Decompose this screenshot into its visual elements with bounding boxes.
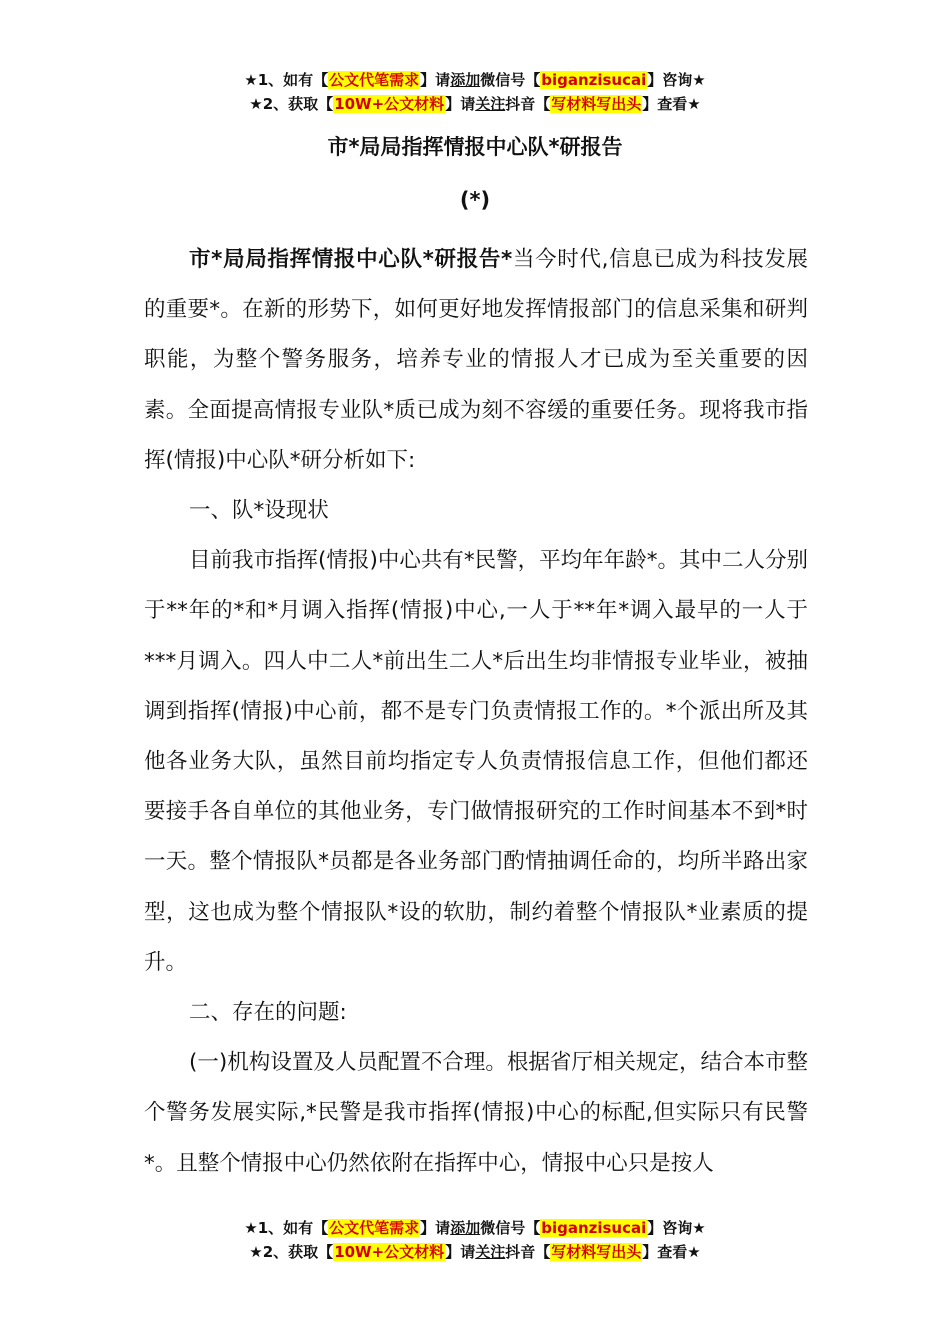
promo-line-1 <box>0 1216 950 1240</box>
promo-text: ★1、如有【 <box>244 1219 329 1237</box>
promo-highlight: 写材料写出头 <box>551 95 642 113</box>
promo-text: ★1、如有【 <box>244 71 329 89</box>
promo-underlined: 添加 <box>450 1219 481 1237</box>
intro-text: 当今时代,信息已成为科技发展的重要*。在新的形势下，如何更好地发挥情报部门的信息采集和研判职能，为整个警务服务，培养专业的情报人才已成为至关重要的因素。全面提高情报专业队*质已成为刻不容缓的重要任务。现将我市指挥(情报)中心队*研分析如下: <box>144 247 808 473</box>
document-subtitle: (*) <box>459 188 491 212</box>
section-heading-1: 一、队*设现状 <box>189 498 329 524</box>
section-heading-2: 二、存在的问题: <box>189 1000 347 1026</box>
promo-text: 】请 <box>420 1219 451 1237</box>
promo-highlight: 10W+公文材料 <box>334 1243 445 1261</box>
promo-banner-top <box>0 68 950 116</box>
promo-underlined: 关注 <box>475 1243 506 1261</box>
promo-highlight: 写材料写出头 <box>551 1243 642 1261</box>
promo-text: 】请 <box>445 95 476 113</box>
promo-underlined: 关注 <box>475 95 506 113</box>
promo-text: 】咨询★ <box>647 1219 706 1237</box>
promo-text: 】咨询★ <box>647 71 706 89</box>
intro-paragraph <box>144 235 808 486</box>
intro-bold-lead: 市*局局指挥情报中心队*研报告* <box>189 247 513 272</box>
promo-highlight: biganzisucai <box>541 71 647 89</box>
promo-text: 抖音【 <box>505 1243 551 1261</box>
promo-text: 】请 <box>445 1243 476 1261</box>
promo-underlined: 添加 <box>450 71 481 89</box>
promo-text: 抖音【 <box>505 95 551 113</box>
section-paragraph-2: (一)机构设置及人员配置不合理。根据省厅相关规定，结合本市整个警务发展实际,*民警是我市指挥(情报)中心的标配,但实际只有民警*。且整个情报中心仍然依附在指挥中心，情报中心只是按人 <box>144 1050 808 1176</box>
document-body <box>144 235 808 1189</box>
promo-highlight: 10W+公文材料 <box>334 95 445 113</box>
promo-banner-bottom <box>0 1216 950 1264</box>
promo-text: 】查看★ <box>642 95 701 113</box>
promo-text: 微信号【 <box>480 71 541 89</box>
promo-highlight: 公文代笔需求 <box>329 71 420 89</box>
document-title: 市*局局指挥情报中心队*研报告 <box>327 135 623 159</box>
promo-text: 微信号【 <box>480 1219 541 1237</box>
section-paragraph-1: 目前我市指挥(情报)中心共有*民警，平均年年龄*。其中二人分别于**年的*和*月调入指挥(情报)中心,一人于**年*调入最早的一人于***月调入。四人中二人*前出生二人*后出生均非情报专业毕业，被抽调到指挥(情报)中心前，都不是专门负责情报工作的。*个派出所及其他各业务大队，虽然目前均指定专人负责情报信息工作，但他们都还要接手各自单位的其他业务，专门做情报研究的工作时间基本不到*时一天。整个情报队*员都是各业务部门酌情抽调任命的，均所半路出家型，这也成为整个情报队*设的软肋，制约着整个情报队*业素质的提升。 <box>144 548 808 975</box>
promo-highlight: 公文代笔需求 <box>329 1219 420 1237</box>
promo-text: 】查看★ <box>642 1243 701 1261</box>
promo-line-1 <box>0 68 950 92</box>
promo-text: ★2、获取【 <box>249 95 334 113</box>
promo-text: ★2、获取【 <box>249 1243 334 1261</box>
promo-text: 】请 <box>420 71 451 89</box>
promo-highlight: biganzisucai <box>541 1219 647 1237</box>
promo-line-2 <box>0 92 950 116</box>
promo-line-2 <box>0 1240 950 1264</box>
